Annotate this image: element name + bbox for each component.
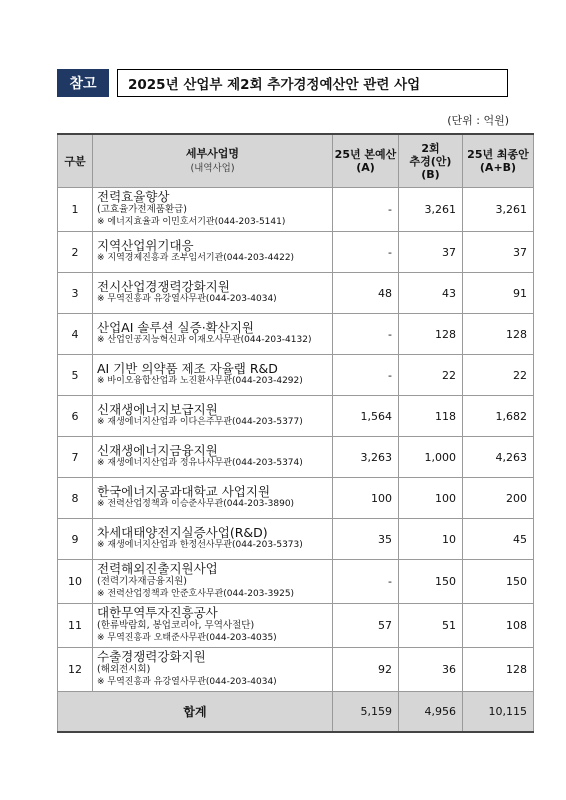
business-name: 전력효율향상 xyxy=(97,189,170,204)
table-row xyxy=(58,396,534,437)
final-budget: 108 xyxy=(463,604,534,648)
base-budget: - xyxy=(333,314,399,355)
business-name: 수출경쟁력강화지원 xyxy=(97,649,206,664)
business-subtitle: (고효율가전제품환급) xyxy=(97,204,188,215)
table-row xyxy=(58,478,534,519)
business-cell xyxy=(93,355,333,396)
contact-note: ※ 에너지효율과 이민호서기관(044-203-5141) xyxy=(97,217,286,227)
business-cell xyxy=(93,232,333,273)
business-cell xyxy=(93,273,333,314)
col-base-header: 25년 본예산 (A) xyxy=(333,134,399,188)
supplementary-budget: 36 xyxy=(399,648,463,692)
final-budget: 37 xyxy=(463,232,534,273)
base-budget: 35 xyxy=(333,519,399,560)
base-budget: - xyxy=(333,188,399,232)
total-final: 10,115 xyxy=(463,692,534,733)
table-row xyxy=(58,604,534,648)
base-budget: - xyxy=(333,232,399,273)
row-index: 8 xyxy=(58,478,93,519)
col-name-header: 세부사업명 (내역사업) xyxy=(93,134,333,188)
contact-note: ※ 재생에너지산업과 한정선사무관(044-203-5373) xyxy=(97,540,303,550)
business-name: 차세대태양전지실증사업(R&D) xyxy=(97,525,268,540)
business-name: 신재생에너지금융지원 xyxy=(97,443,218,458)
final-budget: 150 xyxy=(463,560,534,604)
business-cell xyxy=(93,188,333,232)
supplementary-budget: 100 xyxy=(399,478,463,519)
contact-note: ※ 산업인공지능혁신과 이재오사무관(044-203-4132) xyxy=(97,335,312,345)
contact-note: ※ 재생에너지산업과 이다은주무관(044-203-5377) xyxy=(97,417,303,427)
total-row xyxy=(58,692,534,733)
contact-note: ※ 무역진흥과 오태준사무관(044-203-4035) xyxy=(97,633,277,643)
row-index: 2 xyxy=(58,232,93,273)
row-index: 3 xyxy=(58,273,93,314)
supplementary-budget: 43 xyxy=(399,273,463,314)
business-cell xyxy=(93,478,333,519)
final-budget: 4,263 xyxy=(463,437,534,478)
supplementary-budget: 51 xyxy=(399,604,463,648)
final-budget: 91 xyxy=(463,273,534,314)
row-index: 5 xyxy=(58,355,93,396)
total-base: 5,159 xyxy=(333,692,399,733)
business-cell xyxy=(93,437,333,478)
business-name: 전시산업경쟁력강화지원 xyxy=(97,279,230,294)
contact-note: ※ 지역경제진흥과 조부임서기관(044-203-4422) xyxy=(97,253,295,263)
row-index: 1 xyxy=(58,188,93,232)
col-final-header: 25년 최종안 (A+B) xyxy=(463,134,534,188)
contact-note: ※ 무역진흥과 유강열사무관(044-203-4034) xyxy=(97,677,277,687)
row-index: 9 xyxy=(58,519,93,560)
supplementary-budget: 150 xyxy=(399,560,463,604)
table-header-row xyxy=(58,134,534,188)
table-row xyxy=(58,188,534,232)
row-index: 12 xyxy=(58,648,93,692)
business-subtitle: (해외전시회) xyxy=(97,664,151,675)
business-name: 신재생에너지보급지원 xyxy=(97,402,218,417)
table-row xyxy=(58,355,534,396)
supplementary-budget: 10 xyxy=(399,519,463,560)
supplementary-budget: 37 xyxy=(399,232,463,273)
business-cell xyxy=(93,604,333,648)
base-budget: 57 xyxy=(333,604,399,648)
supplementary-budget: 22 xyxy=(399,355,463,396)
business-name: 한국에너지공과대학교 사업지원 xyxy=(97,484,271,499)
final-budget: 128 xyxy=(463,314,534,355)
base-budget: 100 xyxy=(333,478,399,519)
col-supp-header: 2회 추경(안) (B) xyxy=(399,134,463,188)
base-budget: 3,263 xyxy=(333,437,399,478)
business-subtitle: (전력기자재금융지원) xyxy=(97,576,188,587)
base-budget: - xyxy=(333,355,399,396)
row-index: 7 xyxy=(58,437,93,478)
business-cell xyxy=(93,396,333,437)
table-row xyxy=(58,232,534,273)
final-budget: 200 xyxy=(463,478,534,519)
table-row xyxy=(58,314,534,355)
business-cell xyxy=(93,519,333,560)
supplementary-budget: 128 xyxy=(399,314,463,355)
supplementary-budget: 118 xyxy=(399,396,463,437)
business-name: 대한무역투자진흥공사 xyxy=(97,605,218,620)
contact-note: ※ 전력산업정책과 안준호사무관(044-203-3925) xyxy=(97,589,295,599)
contact-note: ※ 재생에너지산업과 정유나사무관(044-203-5374) xyxy=(97,458,303,468)
table-row xyxy=(58,560,534,604)
base-budget: 92 xyxy=(333,648,399,692)
row-index: 4 xyxy=(58,314,93,355)
row-index: 6 xyxy=(58,396,93,437)
business-subtitle: (한류박람회, 봉업코리아, 무역사절단) xyxy=(97,620,255,631)
table-row xyxy=(58,437,534,478)
contact-note: ※ 무역진흥과 유강열사무관(044-203-4034) xyxy=(97,294,277,304)
supplementary-budget: 3,261 xyxy=(399,188,463,232)
contact-note: ※ 전력산업정책과 이승준사무관(044-203-3890) xyxy=(97,499,295,509)
final-budget: 1,682 xyxy=(463,396,534,437)
base-budget: - xyxy=(333,560,399,604)
budget-table xyxy=(57,133,534,733)
total-supp: 4,956 xyxy=(399,692,463,733)
supplementary-budget: 1,000 xyxy=(399,437,463,478)
row-index: 11 xyxy=(58,604,93,648)
business-cell xyxy=(93,648,333,692)
business-name: 지역산업위기대응 xyxy=(97,238,194,253)
base-budget: 1,564 xyxy=(333,396,399,437)
table-row xyxy=(58,648,534,692)
business-cell xyxy=(93,314,333,355)
page-title: 2025년 산업부 제2회 추가경정예산안 관련 사업 xyxy=(117,69,508,97)
business-name: AI 기반 의약품 제조 자율랩 R&D xyxy=(97,361,278,376)
total-label: 합계 xyxy=(58,692,333,733)
contact-note: ※ 바이오융합산업과 노진환사무관(044-203-4292) xyxy=(97,376,303,386)
business-name: 전력해외진출지원사업 xyxy=(97,561,218,576)
final-budget: 22 xyxy=(463,355,534,396)
business-name: 산업AI 솔루션 실증·확산지원 xyxy=(97,320,254,335)
base-budget: 48 xyxy=(333,273,399,314)
final-budget: 128 xyxy=(463,648,534,692)
reference-badge: 참고 xyxy=(57,69,109,97)
row-index: 10 xyxy=(58,560,93,604)
final-budget: 45 xyxy=(463,519,534,560)
section-header xyxy=(57,69,508,97)
table-row xyxy=(58,519,534,560)
unit-label: (단위 : 억원) xyxy=(447,114,509,127)
business-cell xyxy=(93,560,333,604)
table-row xyxy=(58,273,534,314)
col-index-header: 구분 xyxy=(58,134,93,188)
final-budget: 3,261 xyxy=(463,188,534,232)
